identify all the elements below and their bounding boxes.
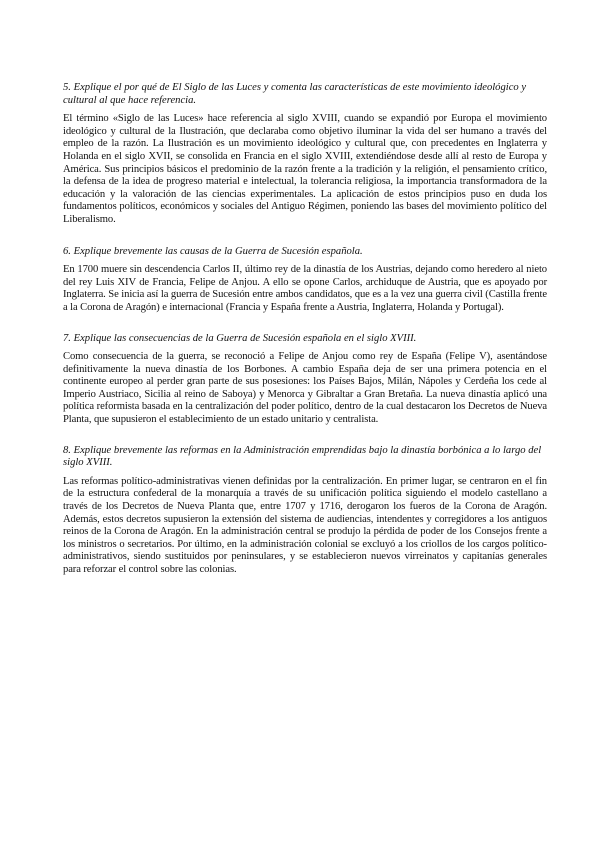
answer-paragraph: En 1700 muere sin descendencia Carlos II, último rey de la dinastía de los Austrias, dejando como heredero al nieto del rey Luis XIV de Francia, Felipe de Anjou. A ello se opone Carlos, archiduque de Austria, que es apoyado por Inglaterra. Se inicia así la guerra de Sucesión entre ambos candidatos, que es a la vez una guerra civil (Castilla frente a la Corona de Aragón) e internacional (Francia y España frente a Austria, Inglaterra, Holanda y Portugal). bbox=[63, 264, 547, 313]
answer-paragraph: El término «Siglo de las Luces» hace referencia al siglo XVIII, cuando se expandió por Europa el movimiento ideológico y cultural de la Ilustración, que declaraba como objetivo iluminar la vida del ser humano a través del empleo de la razón. La Ilustración es un movimiento ideológico y cultural que, con precedentes en Inglaterra y Holanda en el siglo XVII, se consolida en Francia en el siglo XVIII, extendiéndose desde allí al resto de Europa y América. Sus principios básicos el predominio de la razón frente a la tradición y la religión, el pensamiento crítico, la defensa de la idea de progreso material e intelectual, la tolerancia religiosa, la importancia transformadora de la educación y la valoración de las ciencias experimentales. La aplicación de estos principios puso en duda los fundamentos políticos, económicos y sociales del Antiguo Régimen, poniendo las bases del movimiento político del Liberalismo. bbox=[63, 113, 547, 225]
section-question-7 bbox=[63, 333, 547, 427]
question-heading: 5. Explique el por qué de El Siglo de las Luces y comenta las características de este movimiento ideológico y cultural al que hace referencia. bbox=[63, 82, 527, 106]
document-page bbox=[63, 82, 547, 577]
section-question-6 bbox=[63, 246, 547, 315]
question-heading: 7. Explique las consecuencias de la Guerra de Sucesión española en el siglo XVIII. bbox=[63, 332, 417, 344]
answer-paragraph: Las reformas político-administrativas vienen definidas por la centralización. En primer lugar, se centraron en el fin de la estructura confederal de la monarquía a través de su unificación política siguiendo el modelo castellano a través de los Decretos de Nueva Planta que, entre 1707 y 1716, derogaron los fueros de la Corona de Aragón. Además, estos decretos supusieron la extensión del sistema de audiencias, intendentes y corregidores a los antiguos reinos de la Corona de Aragón. En la administración central se produjo la pérdida de poder de los Consejos frente a los ministros o secretarios. Por último, en la administración colonial se excluyó a los criollos de los cargos político-administrativos, siendo sustituidos por peninsulares, y se establecieron nuevos virreinatos y capitanías generales para reforzar el control sobre las colonias. bbox=[63, 475, 547, 575]
section-question-5 bbox=[63, 82, 547, 227]
section-question-8 bbox=[63, 445, 547, 577]
question-heading: 8. Explique brevemente las reformas en la Administración emprendidas bajo la dinastía borbónica a lo largo del siglo XVIII. bbox=[63, 444, 542, 469]
question-heading: 6. Explique brevemente las causas de la Guerra de Sucesión española. bbox=[63, 245, 363, 257]
answer-paragraph: Como consecuencia de la guerra, se reconoció a Felipe de Anjou como rey de España (Felipe V), asentándose definitivamente la nueva dinastía de los Borbones. A cambio España deja de ser una primera potencia en el continente europeo al perder gran parte de sus posesiones: los Países Bajos, Milán, Nápoles y Cerdeña los cede al Imperio Austriaco, Sicilia al reino de Saboya) y Menorca y Gibraltar a Gran Bretaña. La nueva dinastía aplicó una política reformista basada en la centralización del poder político, dentro de la cual destacaron los Decretos de Nueva Planta, que supusieron el establecimiento de un estado unitario y centralista. bbox=[63, 351, 547, 426]
